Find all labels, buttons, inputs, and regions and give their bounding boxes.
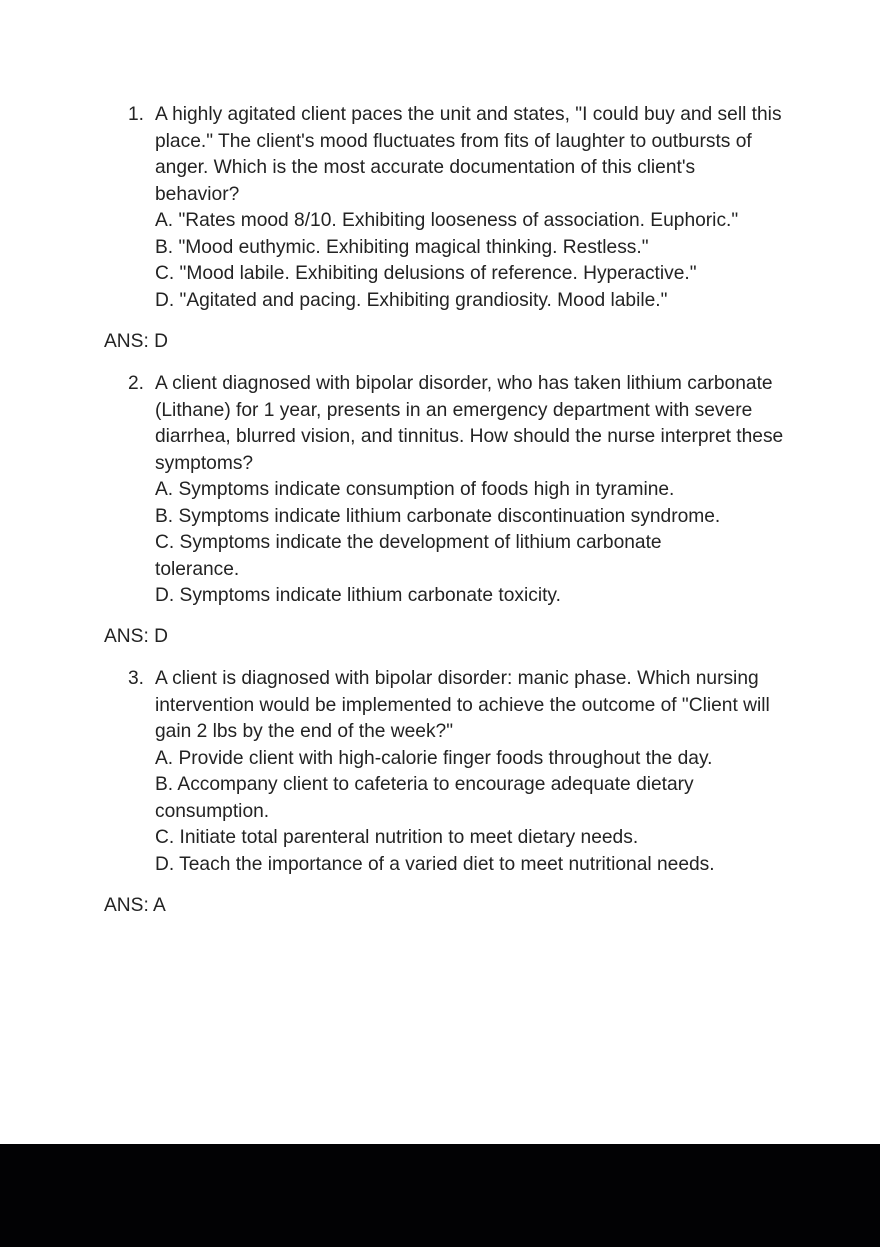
- question-number: 1.: [128, 104, 145, 125]
- option-b: B. "Mood euthymic. Exhibiting magical thinking. Restless.": [155, 236, 649, 258]
- option-b: B. Accompany client to cafeteria to encourage adequate dietary consumption.: [155, 774, 694, 822]
- option-c: C. Symptoms indicate the development of lithium carbonate tolerance.: [155, 532, 662, 580]
- answer-2: ANS: D: [104, 626, 168, 647]
- bottom-black-bar: [0, 1144, 880, 1247]
- option-d: D. "Agitated and pacing. Exhibiting grandiosity. Mood labile.": [155, 289, 668, 311]
- question-number: 3.: [128, 668, 145, 689]
- question-stem: A client is diagnosed with bipolar disorder: manic phase. Which nursing intervention would be implemented to achieve the outcome of "Client will gain 2 lbs by the end of the week?": [155, 668, 770, 742]
- question-stem: A highly agitated client paces the unit and states, "I could buy and sell this place." The client's mood fluctuates from fits of laughter to outbursts of anger. Which is the most accurate documentation of this client's behavior?: [155, 104, 782, 205]
- option-c: C. "Mood labile. Exhibiting delusions of reference. Hyperactive.": [155, 263, 697, 284]
- option-a: A. Symptoms indicate consumption of foods high in tyramine.: [155, 479, 675, 500]
- question-2: [104, 371, 784, 610]
- question-stem: A client diagnosed with bipolar disorder, who has taken lithium carbonate (Lithane) for 1 year, presents in an emergency department with severe diarrhea, blurred vision, and tinnitus. How should the nurse interpret these symptoms?: [155, 373, 784, 474]
- question-number: 2.: [128, 373, 145, 394]
- option-d: D. Teach the importance of a varied diet to meet nutritional needs.: [155, 853, 715, 875]
- answer-3: ANS: A: [104, 895, 166, 916]
- answer-1: ANS: D: [104, 331, 168, 352]
- question-1: [104, 102, 784, 314]
- option-d: D. Symptoms indicate lithium carbonate toxicity.: [155, 585, 561, 606]
- option-a: A. Provide client with high-calorie finger foods throughout the day.: [155, 747, 713, 769]
- question-3: [104, 666, 784, 878]
- option-a: A. "Rates mood 8/10. Exhibiting looseness of association. Euphoric.": [155, 210, 739, 231]
- option-c: C. Initiate total parenteral nutrition to meet dietary needs.: [155, 827, 639, 848]
- option-b: B. Symptoms indicate lithium carbonate discontinuation syndrome.: [155, 505, 721, 527]
